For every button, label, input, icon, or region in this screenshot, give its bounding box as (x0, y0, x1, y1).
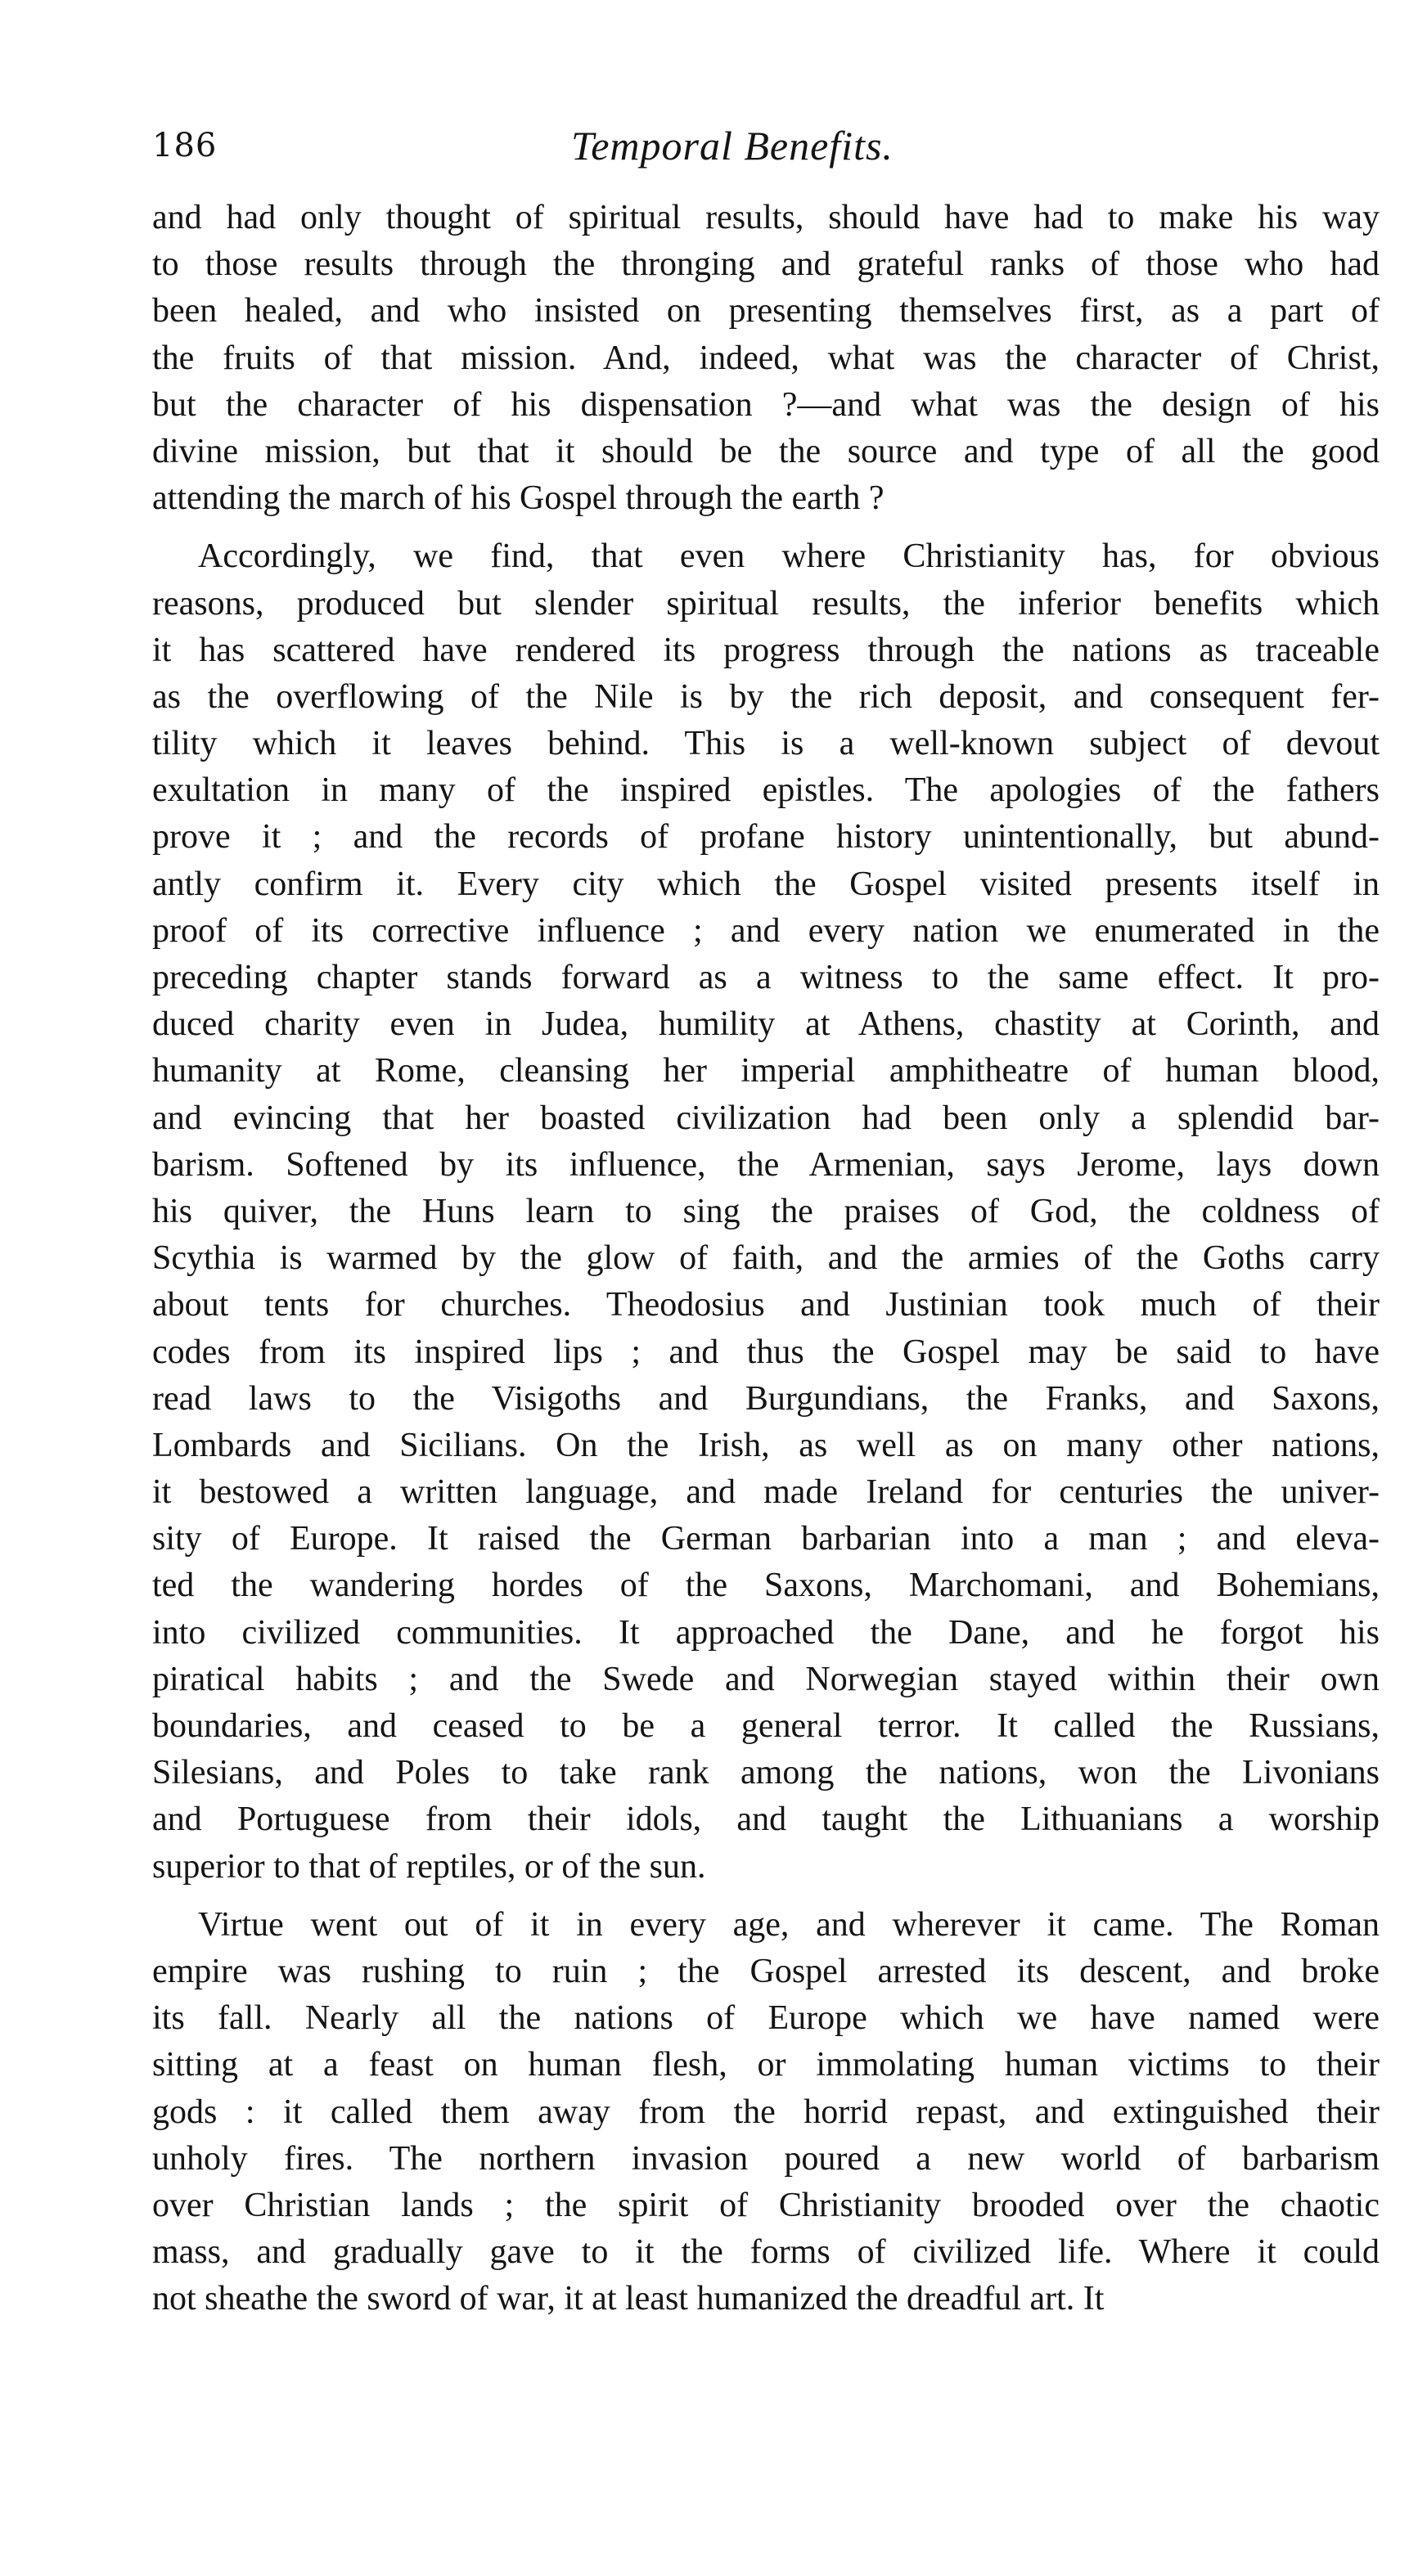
text-line: its fall. Nearly all the nations of Europe which we have named were (152, 1999, 1380, 2038)
paragraph (152, 195, 1380, 522)
text-line: sity of Europe. It raised the German barbarian into a man ; and eleva- (152, 1520, 1380, 1558)
text-line: antly confirm it. Every city which the Gospel visited presents itself in (152, 865, 1380, 903)
text-line: superior to that of reptiles, or of the sun. (152, 1847, 706, 1886)
text-line: exultation in many of the inspired epistles. The apologies of the fathers (152, 771, 1380, 810)
text-line: and had only thought of spiritual results, should have had to make his way (152, 199, 1380, 236)
text-line: barism. Softened by its influence, the Armenian, says Jerome, lays down (152, 1145, 1380, 1184)
text-line: Accordingly, we find, that even where Christianity has, for obvious (198, 537, 1380, 576)
text-line: been healed, and who insisted on presenting themselves first, as a part of (152, 292, 1380, 330)
text-line: attending the march of his Gospel through the earth ? (152, 479, 885, 518)
text-line: codes from its inspired lips ; and thus the Gospel may be said to have (152, 1333, 1380, 1371)
text-line: reasons, produced but slender spiritual results, the inferior benefits which (152, 584, 1380, 623)
text-line: it has scattered have rendered its progress through the nations as traceable (152, 631, 1380, 669)
text-line: his quiver, the Huns learn to sing the praises of God, the coldness of (152, 1192, 1380, 1230)
text-line: not sheathe the sword of war, it at least humanized the dreadful art. It (152, 2280, 1105, 2318)
page-number: 186 (152, 127, 218, 164)
text-line: gods : it called them away from the horrid repast, and extinguished their (152, 2093, 1380, 2131)
page-header (152, 121, 1380, 187)
text-line: into civilized communities. It approached the Dane, and he forgot his (152, 1613, 1380, 1652)
text-line: boundaries, and ceased to be a general terror. It called the Russians, (152, 1707, 1380, 1745)
text-line: proof of its corrective influence ; and every nation we enumerated in the (152, 911, 1380, 950)
text-line: duced charity even in Judea, humility at Athens, chastity at Corinth, and (152, 1005, 1380, 1044)
text-line: it bestowed a written language, and made Ireland for centuries the univer- (152, 1473, 1380, 1512)
text-line: unholy fires. The northern invasion poured a new world of barbarism (152, 2139, 1380, 2178)
text-line: and evincing that her boasted civilization had been only a splendid bar- (152, 1099, 1380, 1137)
text-line: as the overflowing of the Nile is by the rich deposit, and consequent fer- (152, 677, 1380, 716)
text-line: and Portuguese from their idols, and taught the Lithuanians a worship (152, 1801, 1380, 1839)
text-line: ted the wandering hordes of the Saxons, Marchomani, and Bohemians, (152, 1567, 1380, 1605)
text-line: Silesians, and Poles to take rank among the nations, won the Livonians (152, 1754, 1380, 1792)
text-line: read laws to the Visigoths and Burgundians, the Franks, and Saxons, (152, 1379, 1380, 1418)
text-line: humanity at Rome, cleansing her imperial amphitheatre of human blood, (152, 1052, 1380, 1090)
text-line: prove it ; and the records of profane history unintentionally, but abund- (152, 818, 1380, 856)
text-line: to those results through the thronging and grateful ranks of those who had (152, 245, 1380, 284)
text-line: preceding chapter stands forward as a witness to the same effect. It pro- (152, 959, 1380, 996)
paragraph (152, 1902, 1380, 2323)
body-text (152, 195, 1380, 2322)
text-line: mass, and gradually gave to it the forms of civilized life. Where it could (152, 2233, 1380, 2272)
text-line: about tents for churches. Theodosius and Justinian took much of their (152, 1286, 1380, 1324)
text-line: the fruits of that mission. And, indeed, what was the character of Christ, (152, 339, 1380, 377)
text-line: Scythia is warmed by the glow of faith, and the armies of the Goths carry (152, 1239, 1380, 1278)
running-title: Temporal Benefits. (571, 123, 894, 169)
text-line: sitting at a feast on human flesh, or immolating human victims to their (152, 2046, 1380, 2084)
paragraph (152, 533, 1380, 1890)
text-line: piratical habits ; and the Swede and Norwegian stayed within their own (152, 1660, 1380, 1698)
text-line: Virtue went out of it in every age, and wherever it came. The Roman (198, 1905, 1380, 1944)
text-line: empire was rushing to ruin ; the Gospel arrested its descent, and broke (152, 1952, 1380, 1990)
text-line: tility which it leaves behind. This is a well-known subject of devout (152, 725, 1380, 763)
text-line: Lombards and Sicilians. On the Irish, as well as on many other nations, (152, 1426, 1380, 1464)
text-line: divine mission, but that it should be the source and type of all the good (152, 432, 1380, 470)
text-line: over Christian lands ; the spirit of Christianity brooded over the chaotic (152, 2186, 1380, 2224)
text-line: but the character of his dispensation ?—and what was the design of his (152, 385, 1380, 424)
